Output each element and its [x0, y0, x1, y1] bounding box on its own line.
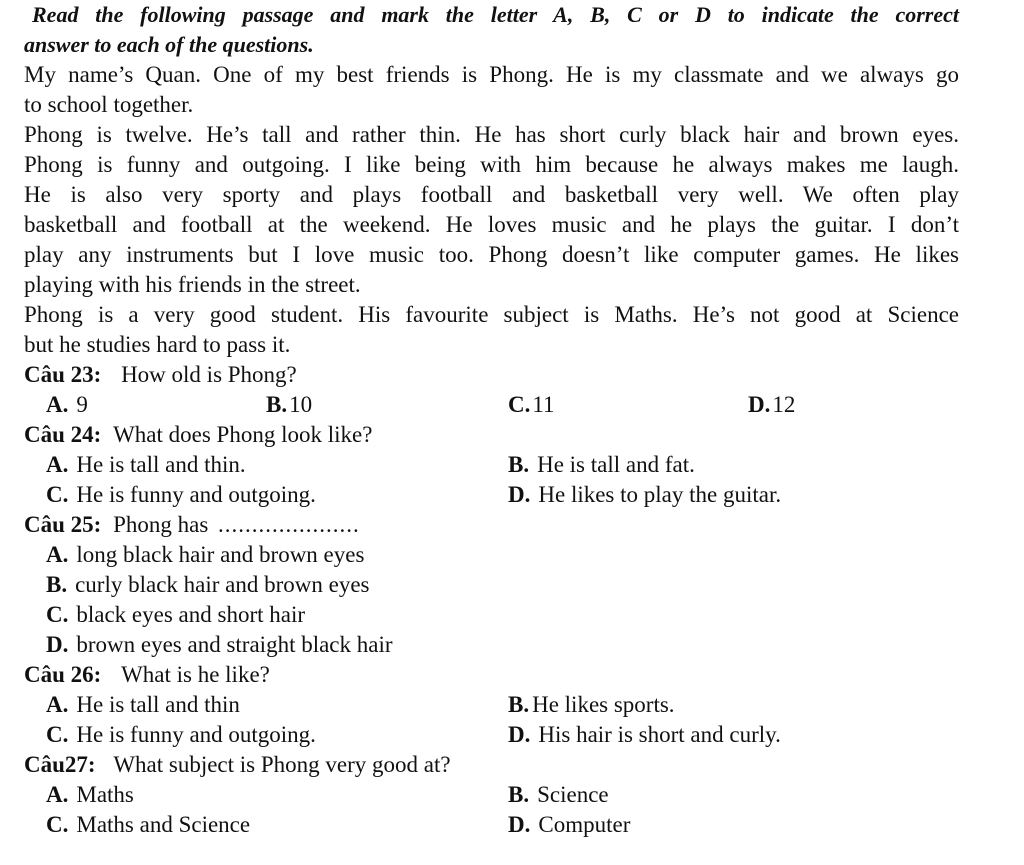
option-c[interactable] [46, 600, 305, 630]
passage-line: play any instruments but I love music too. Phong doesn’t like computer games. He likes [24, 242, 959, 267]
question-26-options-row-2 [24, 720, 959, 750]
option-text: black eyes and short hair [76, 602, 306, 627]
option-d[interactable] [508, 810, 630, 840]
passage-line: playing with his friends in the street. [24, 272, 361, 297]
answer-blank: ..................... [218, 512, 360, 537]
option-text: He is tall and fat. [537, 452, 695, 477]
option-a[interactable] [46, 390, 88, 420]
option-letter: A. [46, 692, 69, 717]
option-letter: B. [508, 782, 530, 807]
option-text: 10 [289, 392, 313, 417]
option-letter: B. [508, 452, 530, 477]
option-letter: D. [46, 632, 69, 657]
option-letter: C. [46, 722, 69, 747]
option-letter: B. [46, 572, 68, 597]
passage-line: basketball and football at the weekend. He loves music and he plays the guitar. I don’t [24, 212, 959, 237]
option-text: He is tall and thin. [76, 452, 246, 477]
option-b[interactable] [508, 450, 695, 480]
option-letter: B. [508, 692, 530, 717]
option-c[interactable] [46, 720, 316, 750]
option-text: Computer [538, 812, 631, 837]
option-d[interactable] [46, 630, 393, 660]
option-text: 11 [532, 392, 555, 417]
option-a[interactable] [46, 690, 240, 720]
option-letter: A. [46, 782, 69, 807]
passage-line: Phong is a very good student. His favourite subject is Maths. He’s not good at Science [24, 302, 959, 327]
option-text: His hair is short and curly. [538, 722, 781, 747]
instruction-line-2: answer to each of the questions. [24, 32, 314, 57]
option-text: He is tall and thin [76, 692, 240, 717]
option-d[interactable] [508, 720, 781, 750]
question-27-options-row-2 [24, 810, 959, 840]
option-text: Maths [76, 782, 134, 807]
option-letter: C. [46, 482, 69, 507]
option-text: Maths and Science [76, 812, 251, 837]
option-letter: C. [508, 392, 531, 417]
option-letter: D. [508, 722, 531, 747]
question-25-option-c [24, 600, 959, 630]
option-letter: A. [46, 452, 69, 477]
option-text: brown eyes and straight black hair [76, 632, 393, 657]
question-text: What subject is Phong very good at? [113, 752, 451, 777]
option-b[interactable] [266, 390, 312, 420]
question-25-option-d [24, 630, 959, 660]
question-24-options-row-2 [24, 480, 959, 510]
question-25-option-b [24, 570, 959, 600]
option-text: Science [537, 782, 609, 807]
question-23 [24, 360, 959, 390]
question-text: What does Phong look like? [113, 422, 373, 447]
option-letter: C. [46, 602, 69, 627]
question-text: How old is Phong? [121, 362, 297, 387]
option-a[interactable] [46, 540, 364, 570]
question-25-option-a [24, 540, 959, 570]
option-d[interactable] [508, 480, 781, 510]
question-24 [24, 420, 959, 450]
option-letter: A. [46, 392, 69, 417]
question-label: Câu 25: [24, 512, 102, 537]
option-letter: A. [46, 542, 69, 567]
question-24-options-row-1 [24, 450, 959, 480]
worksheet-page [24, 0, 959, 840]
option-b[interactable] [508, 690, 675, 720]
option-text: He is funny and outgoing. [76, 482, 316, 507]
option-b[interactable] [508, 780, 609, 810]
passage-line: Phong is twelve. He’s tall and rather thin. He has short curly black hair and brown eyes. [24, 122, 959, 147]
option-text: He likes sports. [532, 692, 675, 717]
question-label: Câu 26: [24, 662, 102, 687]
question-27 [24, 750, 959, 780]
option-a[interactable] [46, 780, 134, 810]
question-25 [24, 510, 959, 540]
passage-line: My name’s Quan. One of my best friends is Phong. He is my classmate and we always go [24, 62, 959, 87]
passage-line: to school together. [24, 92, 194, 117]
option-d[interactable] [748, 390, 795, 420]
question-27-options-row-1 [24, 780, 959, 810]
option-c[interactable] [46, 480, 316, 510]
question-26 [24, 660, 959, 690]
option-letter: D. [508, 812, 531, 837]
option-text: curly black hair and brown eyes [75, 572, 370, 597]
question-26-options-row-1 [24, 690, 959, 720]
option-text: 12 [772, 392, 796, 417]
option-letter: B. [266, 392, 288, 417]
question-label: Câu27: [24, 752, 96, 777]
option-text: 9 [76, 392, 88, 417]
passage-line: Phong is funny and outgoing. I like being with him because he always makes me laugh. [24, 152, 959, 177]
option-letter: D. [508, 482, 531, 507]
option-c[interactable] [508, 390, 555, 420]
option-letter: C. [46, 812, 69, 837]
question-text: Phong has [113, 512, 209, 537]
option-text: He is funny and outgoing. [76, 722, 316, 747]
option-text: He likes to play the guitar. [538, 482, 782, 507]
passage-line: He is also very sporty and plays football and basketball very well. We often play [24, 182, 959, 207]
question-label: Câu 24: [24, 422, 102, 447]
question-text: What is he like? [121, 662, 270, 687]
option-a[interactable] [46, 450, 246, 480]
reading-passage [24, 60, 959, 360]
option-letter: D. [748, 392, 771, 417]
passage-line: but he studies hard to pass it. [24, 332, 291, 357]
instruction-line-1: Read the following passage and mark the letter A, B, C or D to indicate the correct [32, 2, 959, 27]
question-label: Câu 23: [24, 362, 102, 387]
option-c[interactable] [46, 810, 250, 840]
option-b[interactable] [46, 570, 370, 600]
option-text: long black hair and brown eyes [76, 542, 365, 567]
question-23-options [24, 390, 959, 420]
